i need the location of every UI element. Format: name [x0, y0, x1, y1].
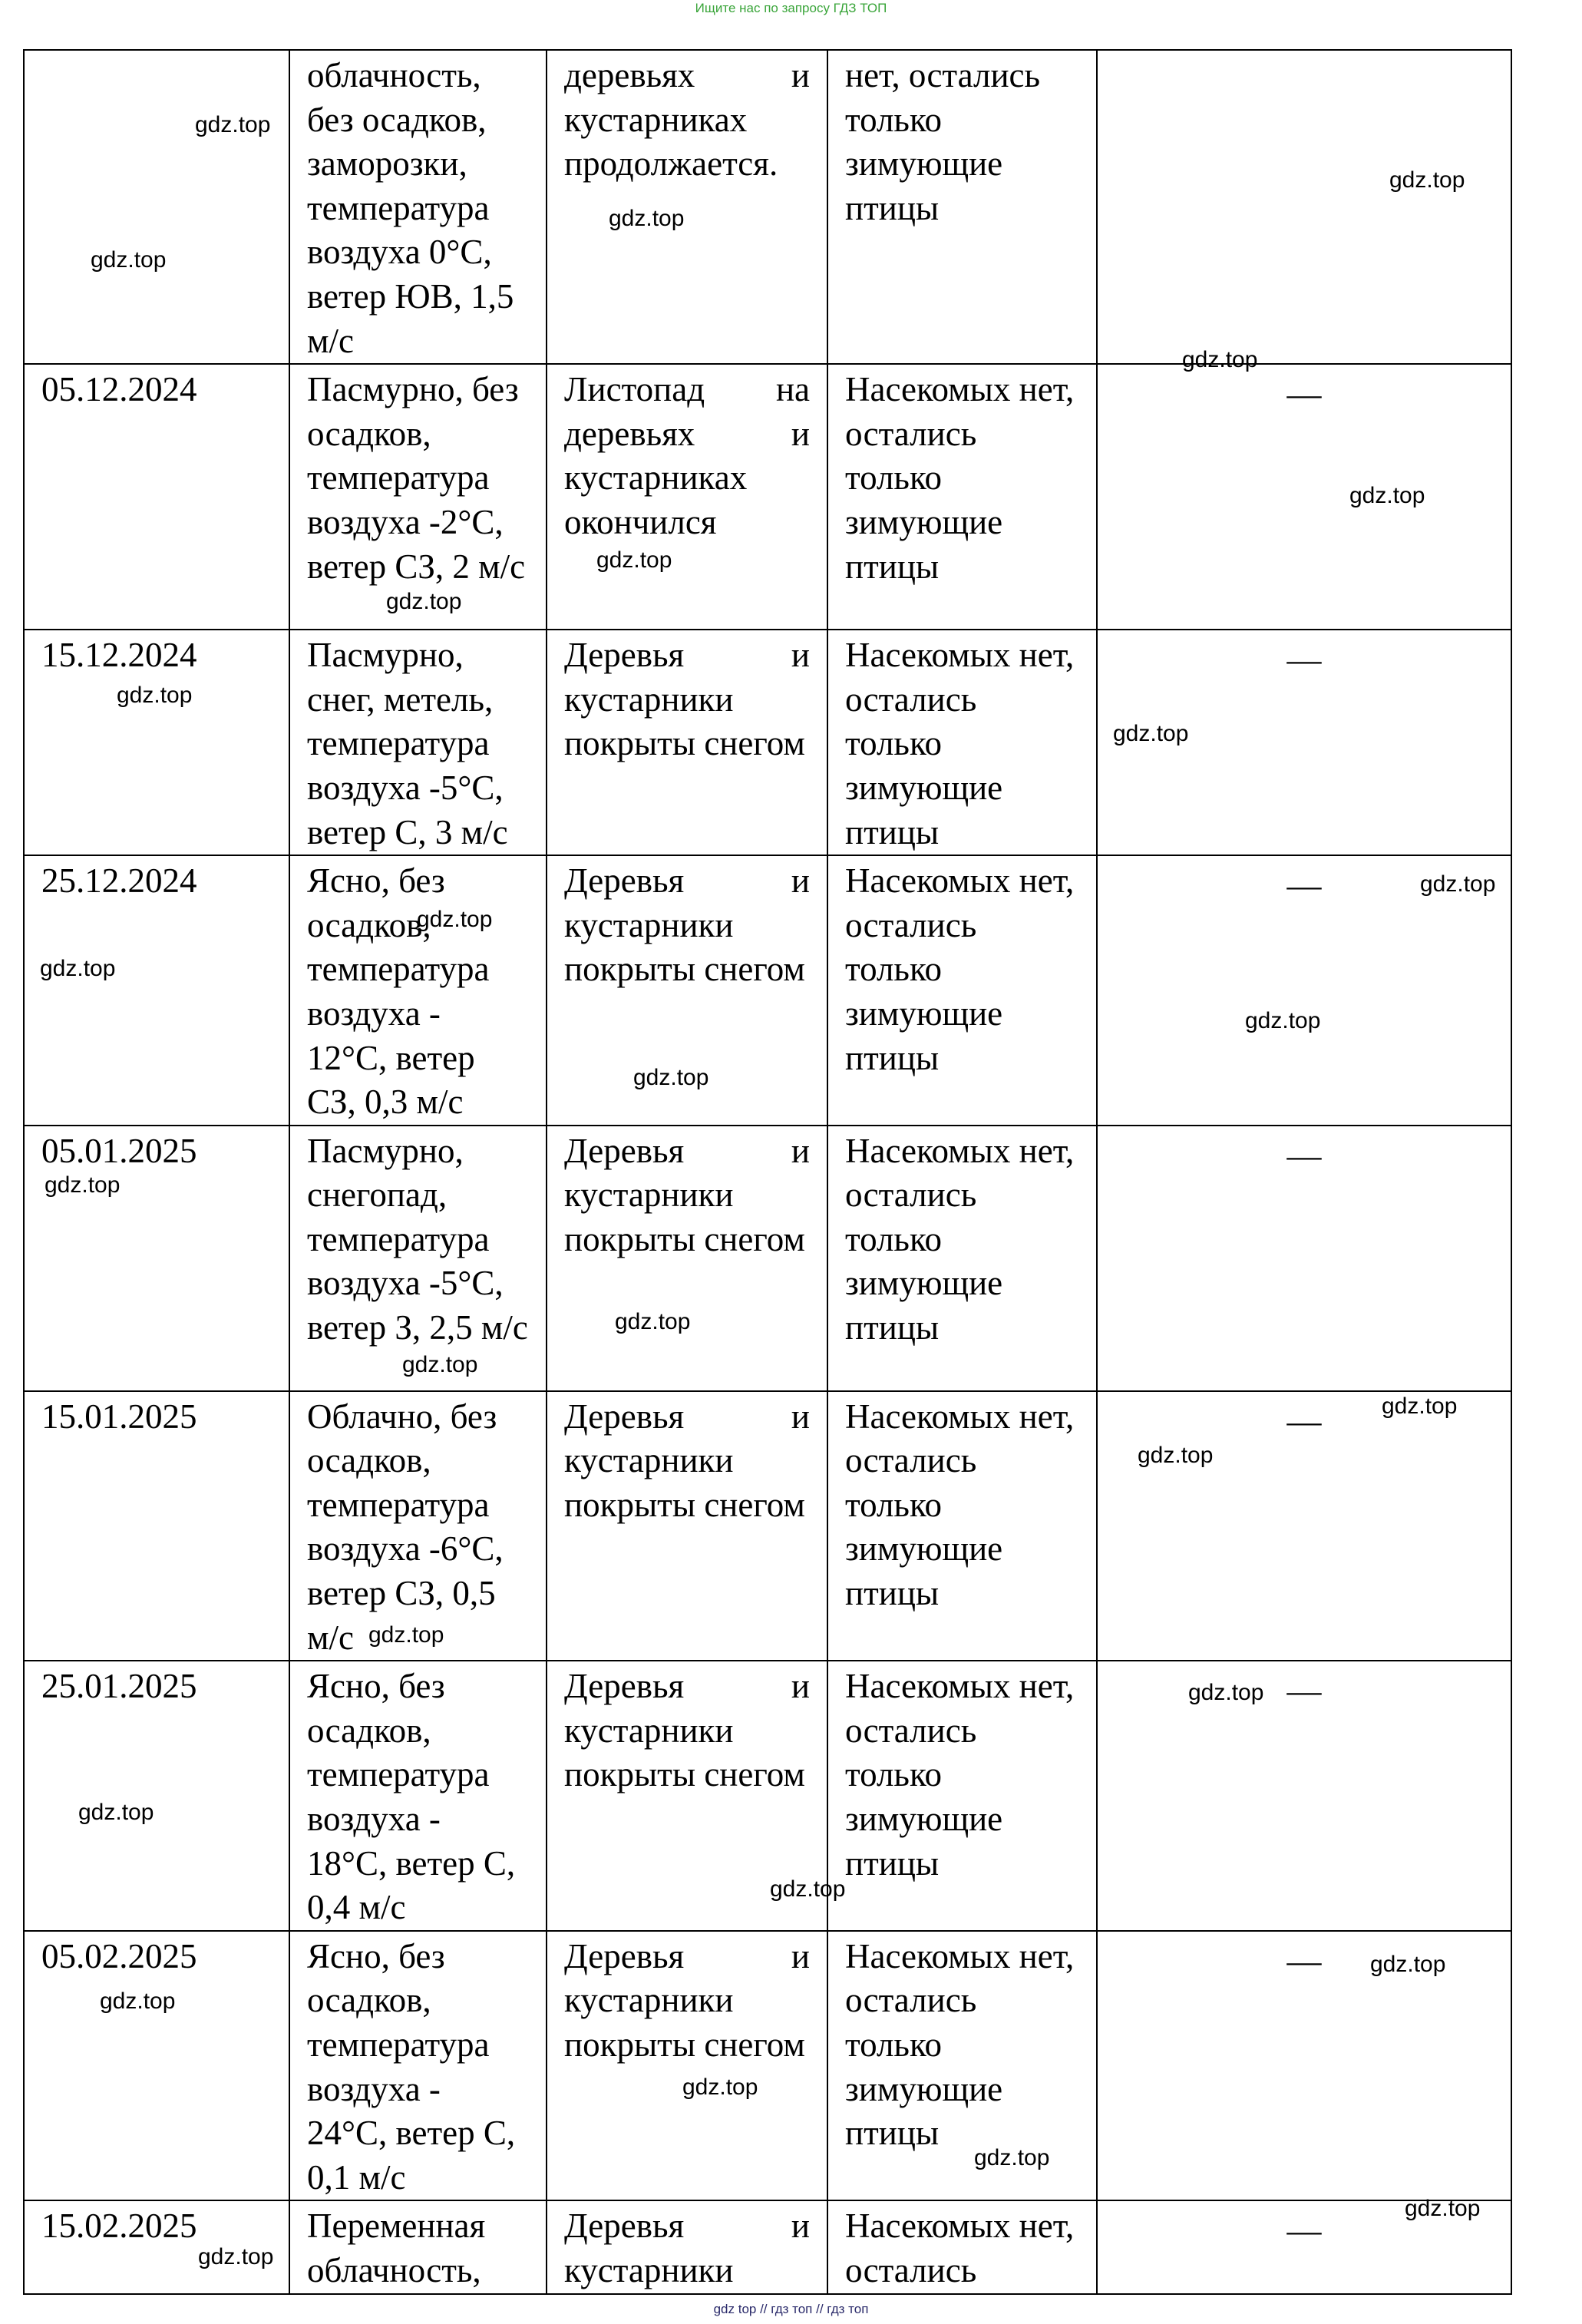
table-row [24, 855, 1511, 1126]
watermark-text: gdz.top [682, 2074, 758, 2100]
watermark-text: gdz.top [1138, 1442, 1214, 1468]
plants-text: Деревья и кустарники покрыты снегом [564, 861, 810, 989]
date-cell [24, 630, 289, 855]
other-text: — [1286, 1136, 1322, 1175]
plants-cell [547, 364, 827, 630]
table-row [24, 364, 1511, 630]
observation-table [23, 49, 1512, 2295]
fauna-text: Насекомых нет, остались только зимующие птицы [845, 1397, 1075, 1613]
weather-cell [289, 630, 547, 855]
weather-text: Переменная облачность, [307, 2207, 486, 2289]
weather-text: Ясно, без осадков, температура воздуха - 18°С, ветер С, 0,4 м/с [307, 1667, 516, 1927]
weather-cell [289, 1931, 547, 2201]
plants-text: Деревья и кустарники покрыты снегом [564, 1936, 810, 2064]
fauna-text: Насекомых нет, остались только зимующие птицы [845, 1131, 1075, 1347]
date-cell [24, 1931, 289, 2201]
table-row [24, 2200, 1511, 2293]
watermark-text: gdz.top [1389, 167, 1465, 193]
plants-cell [547, 1931, 827, 2201]
date-text: 05.12.2024 [41, 370, 197, 409]
fauna-cell [827, 1391, 1097, 1661]
plants-cell [547, 1661, 846, 1931]
fauna-cell [827, 364, 1097, 630]
plants-text: Деревья и кустарники покрыты снегом [564, 636, 810, 763]
date-cell [24, 855, 289, 1126]
other-cell [1097, 2200, 1511, 2293]
date-text: 25.12.2024 [41, 861, 197, 901]
fauna-text: Насекомых нет, остались только зимующие птицы [845, 861, 1075, 1077]
date-cell [24, 2200, 289, 2293]
watermark-text: gdz.top [195, 112, 271, 137]
watermark-text: gdz.top [417, 907, 493, 933]
watermark-text: gdz.top [1349, 483, 1425, 509]
date-text: 15.12.2024 [41, 636, 197, 675]
weather-text: Облачно, без осадков, температура воздуха -6°С, ветер СЗ, 0,5 м/с [307, 1397, 504, 1657]
fauna-cell [827, 630, 1097, 855]
other-text: — [1286, 1671, 1322, 1711]
date-cell [24, 1661, 289, 1931]
other-text: — [1286, 640, 1322, 679]
other-cell [1097, 1661, 1511, 1931]
table-row [24, 1661, 1511, 1931]
watermark-text: gdz.top [609, 206, 685, 231]
date-text: 05.01.2025 [41, 1131, 197, 1170]
fauna-text: Насекомых нет, остались только зимующие птицы [845, 370, 1075, 586]
plants-text: Деревья и кустарники покрыты снегом [564, 1397, 810, 1524]
other-text: — [1286, 375, 1322, 414]
fauna-cell [827, 50, 1097, 364]
plants-cell [547, 630, 827, 855]
fauna-text: нет, остались только зимующие птицы [845, 56, 1041, 227]
watermark-text: gdz.top [1405, 2195, 1481, 2221]
watermark-text: gdz.top [1188, 1680, 1264, 1706]
watermark-text: gdz.top [1245, 1008, 1321, 1034]
other-cell [1097, 855, 1511, 1126]
watermark-text: gdz.top [100, 1988, 176, 2014]
watermark-text: gdz.top [1182, 347, 1258, 372]
table-row [24, 630, 1511, 855]
watermark-text: gdz.top [386, 589, 462, 615]
plants-cell [547, 2200, 827, 2293]
plants-text: Листопад на деревьях и кустарниках окончился [564, 370, 810, 541]
weather-cell [289, 1391, 547, 1661]
plants-text: Деревья и кустарники покрыты снегом [564, 1667, 810, 1794]
fauna-text: Насекомых нет, остались [845, 2207, 1075, 2289]
date-text: 15.01.2025 [41, 1397, 197, 1436]
watermark-text: gdz.top [633, 1065, 709, 1091]
weather-cell [289, 1126, 547, 1391]
fauna-text: Насекомых нет, остались только зимующие птицы [845, 1936, 1075, 2153]
date-text: 15.02.2025 [41, 2207, 197, 2246]
weather-text: Ясно, без осадков, температура воздуха - 12°С, ветер СЗ, 0,3 м/с [307, 861, 490, 1122]
date-cell [24, 364, 289, 630]
watermark-text: gdz.top [1113, 721, 1189, 747]
fauna-cell [827, 1931, 1097, 2201]
banner-text[interactable]: Ищите нас по запросу ГДЗ ТОП [695, 1, 887, 15]
date-text: 05.02.2025 [41, 1936, 197, 1975]
weather-text: Пасмурно, без осадков, температура воздуха -2°С, ветер СЗ, 2 м/с [307, 370, 526, 586]
watermark-text: gdz.top [78, 1800, 154, 1826]
other-text: — [1286, 866, 1322, 905]
other-text: — [1286, 1401, 1322, 1440]
date-cell [24, 1391, 289, 1661]
watermark-text: gdz.top [117, 683, 193, 709]
plants-cell [547, 1126, 827, 1391]
weather-text: Пасмурно, снегопад, температура воздуха -5°С, ветер З, 2,5 м/с [307, 1131, 528, 1347]
weather-cell [289, 855, 547, 1126]
plants-cell [547, 50, 827, 364]
plants-cell [547, 855, 827, 1126]
table-row [24, 1126, 1511, 1391]
fauna-cell [827, 855, 1097, 1126]
other-cell [1097, 1931, 1511, 2221]
plants-text: деревьях и кустарниках продолжается. [564, 56, 810, 183]
watermark-text: gdz.top [596, 547, 672, 574]
other-text: — [1286, 1941, 1322, 1980]
plants-cell [547, 1391, 827, 1661]
plants-text: Деревья и кустарники покрыты снегом [564, 1131, 810, 1258]
other-cell [1097, 364, 1511, 630]
weather-text: Пасмурно, снег, метель, температура воздуха -5°С, ветер С, 3 м/с [307, 636, 508, 851]
other-cell [1097, 50, 1511, 372]
other-cell [1097, 1391, 1511, 1661]
fauna-text: Насекомых нет, остались только зимующие птицы [845, 636, 1075, 851]
other-cell [1097, 1126, 1511, 1391]
watermark-text: gdz.top [974, 2144, 1050, 2170]
date-text: 25.01.2025 [41, 1667, 197, 1706]
watermark-text: gdz.top [1382, 1393, 1458, 1419]
date-cell [24, 1126, 289, 1391]
watermark-text: gdz.top [91, 247, 167, 273]
weather-text: облачность, без осадков, заморозки, температура воздуха 0°С, ветер ЮВ, 1,5 м/с [307, 56, 514, 360]
weather-cell [289, 50, 547, 364]
fauna-cell [827, 1661, 1097, 1931]
fauna-text: Насекомых нет, остались только зимующие птицы [845, 1667, 1075, 1883]
date-cell [24, 50, 289, 364]
weather-cell [289, 364, 547, 630]
plants-text: Деревья и кустарники [564, 2207, 810, 2289]
watermark-text: gdz.top [198, 2244, 274, 2270]
fauna-cell [827, 2200, 1097, 2293]
watermark-text: gdz.top [368, 1622, 444, 1648]
table-row [24, 1931, 1511, 2201]
watermark-text: gdz.top [1420, 871, 1496, 898]
other-cell [1097, 630, 1511, 855]
footer-text[interactable]: gdz top // гдз топ // гдз топ [713, 2302, 869, 2316]
watermark-text: gdz.top [40, 956, 116, 982]
watermark-text: gdz.top [402, 1351, 478, 1377]
weather-cell [289, 2200, 547, 2293]
weather-cell [289, 1661, 547, 1931]
other-text: — [1286, 2211, 1322, 2250]
watermark-text: gdz.top [770, 1876, 846, 1903]
watermark-text: gdz.top [1370, 1951, 1446, 1977]
weather-text: Ясно, без осадков, температура воздуха - 24°С, ветер С, 0,1 м/с [307, 1936, 516, 2197]
fauna-cell [827, 1126, 1097, 1391]
table-row [24, 1391, 1511, 1661]
table-row [24, 50, 1511, 364]
watermark-text: gdz.top [615, 1308, 691, 1334]
watermark-text: gdz.top [45, 1172, 121, 1198]
